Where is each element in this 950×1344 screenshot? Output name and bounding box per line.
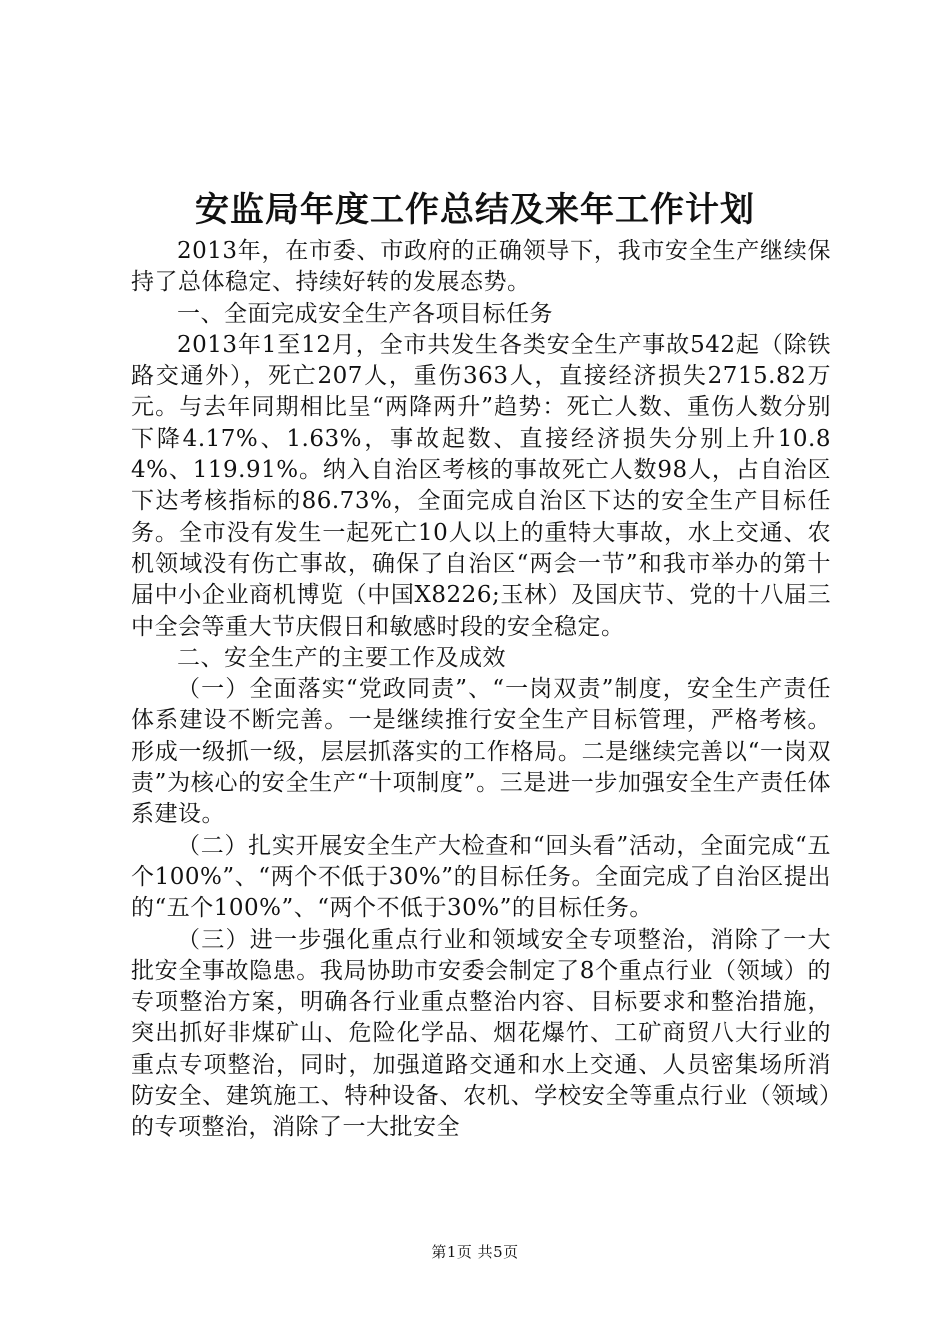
document-title: 安监局年度工作总结及来年工作计划 bbox=[195, 190, 755, 230]
section-heading-1: 一、全面完成安全生产各项目标任务 bbox=[177, 300, 553, 327]
document-body bbox=[131, 236, 831, 1144]
paragraph-item-1: （一）全面落实“党政同责”、“一岗双责”制度，安全生产责任体系建设不断完善。一是继续推行安全生产目标管理，严格考核。形成一级抓一级，层层抓落实的工作格局。二是继续完善以“一岗双责”为核心的安全生产“十项制度”。三是进一步加强安全生产责任体系建设。 bbox=[131, 676, 831, 828]
paragraph-statistics: 2013年1至12月，全市共发生各类安全生产事故542起（除铁路交通外），死亡207人，重伤363人，直接经济损失2715.82万元。与去年同期相比呈“两降两升”趋势：死亡人数、重伤人数分别下降4.17%、1.63%，事故起数、直接经济损失分别上升10.84%、119.91%。纳入自治区考核的事故死亡人数98人，占自治区下达考核指标的86.73%，全面完成自治区下达的安全生产目标任务。全市没有发生一起死亡10人以上的重特大事故，水上交通、农机领域没有伤亡事故，确保了自治区“两会一节”和我市举办的第十届中小企业商机博览（中国X8226;玉林）及国庆节、党的十八届三中全会等重大节庆假日和敏感时段的安全稳定。 bbox=[131, 331, 831, 640]
paragraph-item-2: （二）扎实开展安全生产大检查和“回头看”活动，全面完成“五个100%”、“两个不低于30%”的目标任务。全面完成了自治区提出的“五个100%”、“两个不低于30%”的目标任务。 bbox=[131, 832, 831, 922]
paragraph-item-3: （三）进一步强化重点行业和领域安全专项整治，消除了一大批安全事故隐患。我局协助市安委会制定了8个重点行业（领域）的专项整治方案，明确各行业重点整治内容、目标要求和整治措施，突出抓好非煤矿山、危险化学品、烟花爆竹、工矿商贸八大行业的重点专项整治，同时，加强道路交通和水上交通、人员密集场所消防安全、建筑施工、特种设备、农机、学校安全等重点行业（领域）的专项整治，消除了一大批安全 bbox=[131, 926, 831, 1141]
section-heading-2: 二、安全生产的主要工作及成效 bbox=[177, 644, 506, 671]
paragraph-intro: 2013年，在市委、市政府的正确领导下，我市安全生产继续保持了总体稳定、持续好转的发展态势。 bbox=[131, 238, 831, 296]
page-footer: 第1页 共5页 bbox=[431, 1243, 519, 1261]
